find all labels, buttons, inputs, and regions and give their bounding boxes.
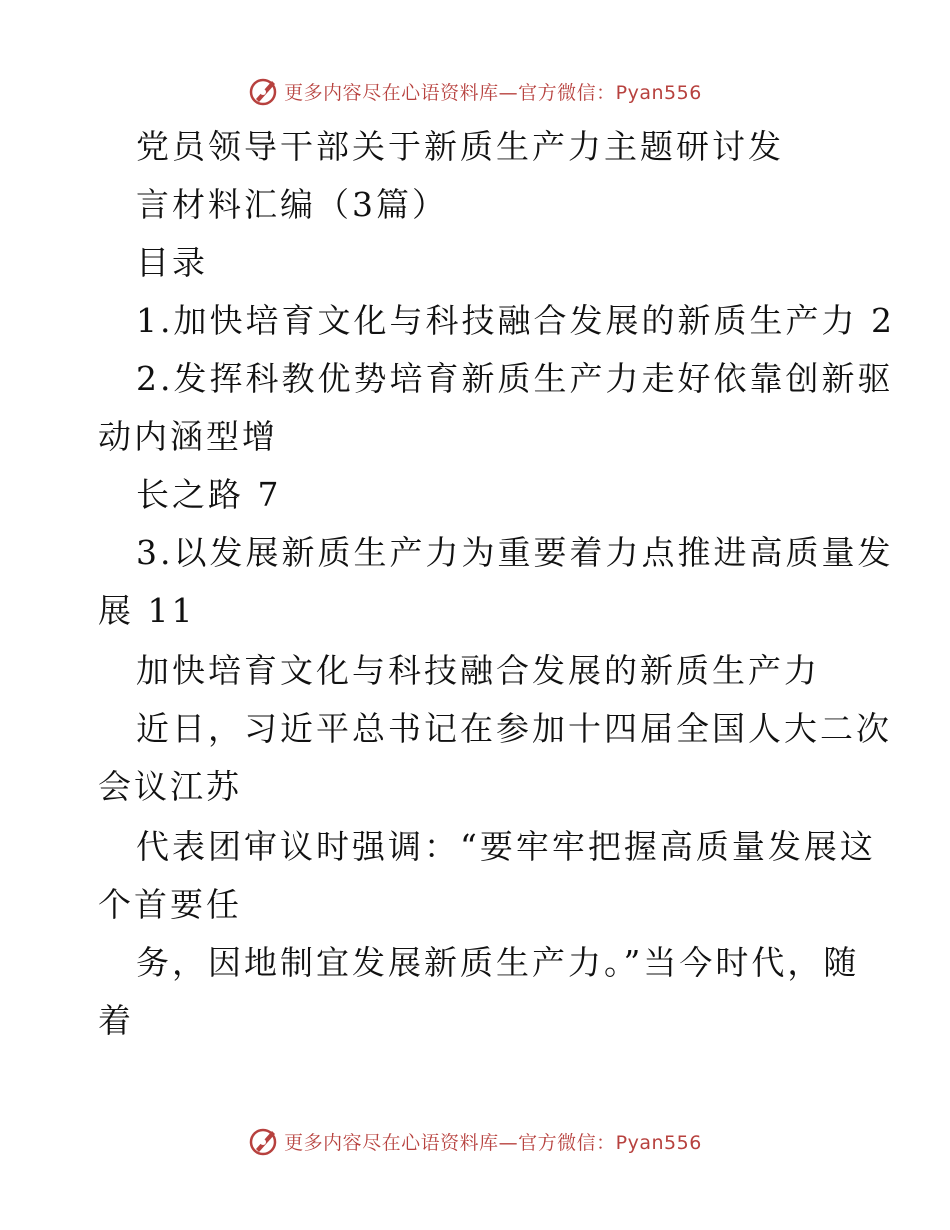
toc-item-3-line-1: 3.以发展新质生产力为重要着力点推进高质量发 bbox=[136, 533, 894, 572]
paragraph-line: 个首要任 bbox=[98, 885, 242, 924]
watermark-text: 更多内容尽在心语资料库—官方微信：Pyan556 bbox=[284, 1131, 702, 1154]
paragraph-line: 务，因地制宜发展新质生产力。”当今时代，随 bbox=[136, 943, 860, 982]
paragraph-line: 代表团审议时强调：“要牢牢把握高质量发展这 bbox=[136, 827, 876, 866]
paragraph-line: 会议江苏 bbox=[98, 767, 242, 806]
toc-item-2-line-3: 长之路 7 bbox=[136, 475, 282, 514]
pen-logo-icon bbox=[248, 75, 280, 107]
watermark-text: 更多内容尽在心语资料库—官方微信：Pyan556 bbox=[284, 81, 702, 104]
pen-logo-icon bbox=[248, 1125, 280, 1157]
toc-item-2-line-1: 2.发挥科教优势培育新质生产力走好依靠创新驱 bbox=[136, 359, 894, 398]
footer-watermark bbox=[0, 1124, 950, 1158]
paragraph-line: 近日，习近平总书记在参加十四届全国人大二次 bbox=[136, 709, 892, 748]
toc-item-3-line-2: 展 11 bbox=[98, 591, 196, 630]
title-line-2: 言材料汇编（3篇） bbox=[136, 185, 448, 224]
paragraph-line: 着 bbox=[98, 1001, 134, 1040]
toc-item-1: 1.加快培育文化与科技融合发展的新质生产力 2 bbox=[136, 301, 895, 340]
toc-heading: 目录 bbox=[136, 243, 208, 282]
section-heading: 加快培育文化与科技融合发展的新质生产力 bbox=[136, 651, 820, 690]
toc-item-2-line-2: 动内涵型增 bbox=[98, 417, 278, 456]
title-line-1: 党员领导干部关于新质生产力主题研讨发 bbox=[136, 127, 784, 166]
header-watermark bbox=[0, 74, 950, 108]
